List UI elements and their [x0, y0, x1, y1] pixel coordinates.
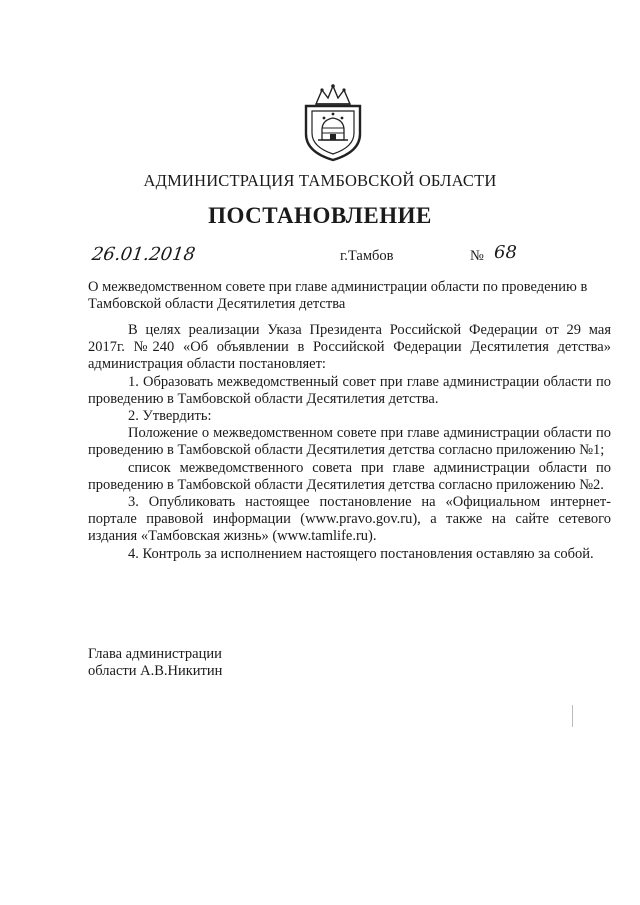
preamble-paragraph: В целях реализации Указа Президента Российской Федерации от 29 мая 2017г. №240 «Об объявлении в Российской Федерации Десятилетия детства» администрация области постановляет:: [88, 322, 611, 373]
clause-3: 3. Опубликовать настоящее постановление на «Официальном интернет-портале правовой информации (www.pravo.gov.ru), а также на сайте сетевого издания «Тамбовская жизнь» (www.tamlife.ru).: [88, 494, 611, 545]
document-type: ПОСТАНОВЛЕНИЕ: [208, 203, 432, 228]
document-body: [88, 322, 611, 563]
document-subject: О межведомственном совете при главе администрации области по проведению в Тамбовской области Десятилетия детства: [88, 279, 588, 312]
clause-1: 1. Образовать межведомственный совет при главе администрации области по проведению в Тамбовской области Десятилетия детства.: [88, 373, 611, 407]
scan-mark: [572, 705, 573, 727]
signature-name: области А.В.Никитин: [88, 663, 223, 679]
clause-2-item-2: список межведомственного совета при главе администрации области по проведению в Тамбовской области Десятилетия детства согласно приложению №2.: [88, 459, 611, 493]
document-date: 26.01.2018: [90, 244, 197, 265]
signature-title: Глава администрации: [88, 646, 222, 662]
clause-4: 4. Контроль за исполнением настоящего постановления оставляю за собой.: [128, 545, 594, 562]
clause-2: 2. Утвердить:: [128, 408, 212, 425]
document-number: 68: [494, 242, 517, 263]
organization-name: АДМИНИСТРАЦИЯ ТАМБОВСКОЙ ОБЛАСТИ: [143, 171, 497, 190]
signature-block: [88, 646, 222, 680]
document-place: г.Тамбов: [340, 248, 394, 264]
coat-of-arms-icon: [296, 82, 370, 162]
clause-2-item-1: Положение о межведомственном совете при главе администрации области по проведению в Тамбовской области Десятилетия детства согласно приложению №1;: [88, 425, 611, 459]
number-sign: №: [470, 248, 484, 264]
